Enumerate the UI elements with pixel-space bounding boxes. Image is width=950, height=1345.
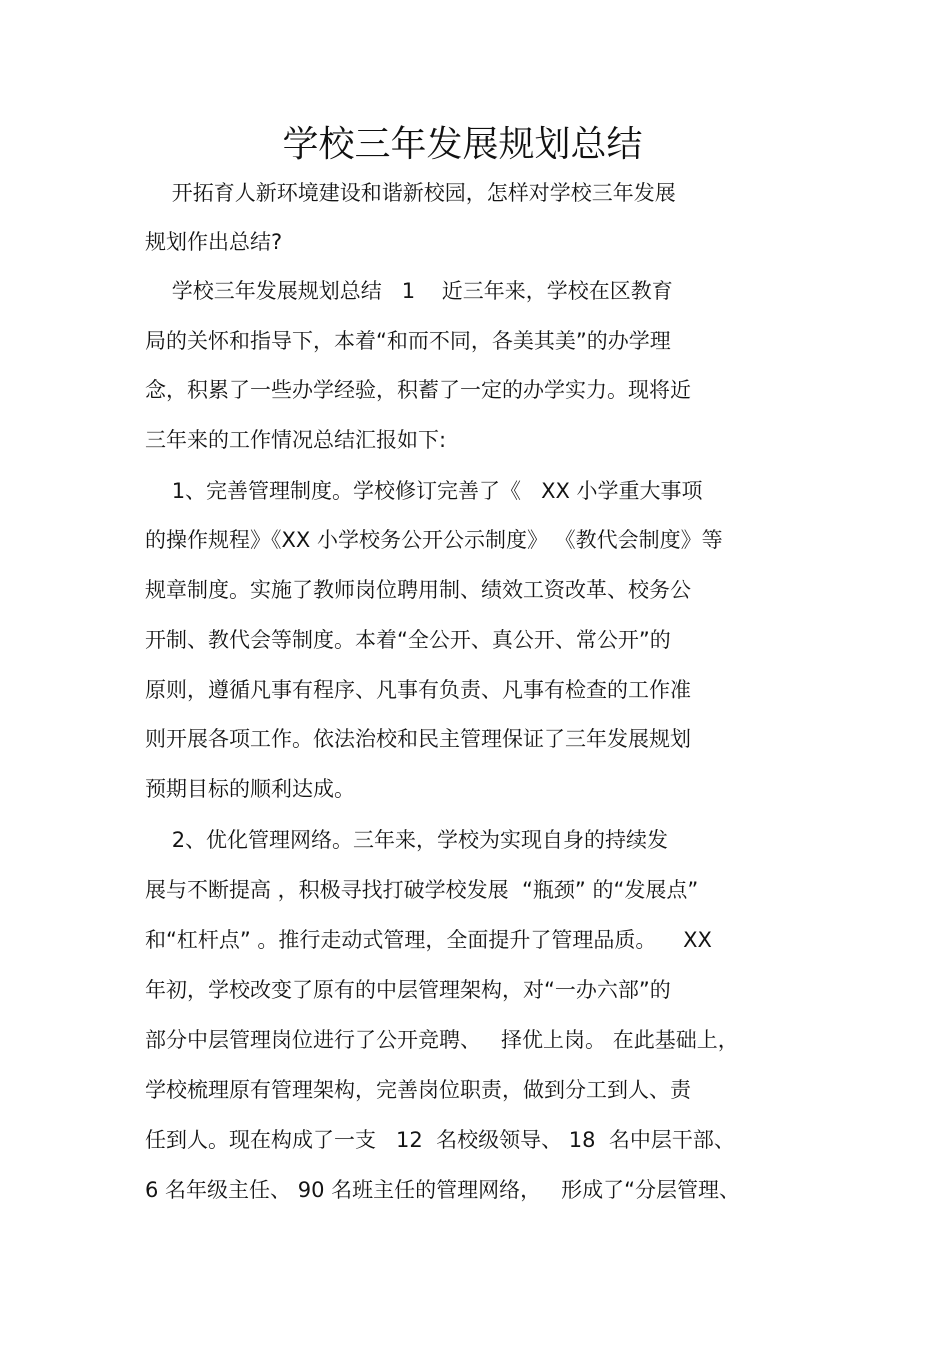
- paragraph-line: 的操作规程》《XX 小学校务公开公示制度》 《教代会制度》等: [145, 528, 723, 552]
- paragraph-line: 规章制度。实施了教师岗位聘用制、绩效工资改革、校务公: [145, 578, 691, 602]
- paragraph-line: 三年来的工作情况总结汇报如下:: [145, 428, 447, 452]
- paragraph-line: 和“杠杆点” 。推行走动式管理，全面提升了管理品质。 XX: [145, 928, 712, 952]
- paragraph-line: 念，积累了一些办学经验，积蓄了一定的办学实力。现将近: [145, 378, 691, 402]
- paragraph-line: 预期目标的顺利达成。: [145, 777, 355, 801]
- paragraph-line: 任到人。现在构成了一支 12 名校级领导、 18 名中层干部、: [145, 1128, 735, 1152]
- paragraph-line: 6 名年级主任、 90 名班主任的管理网络， 形成了“分层管理、: [145, 1178, 741, 1202]
- paragraph-line: 局的关怀和指导下，本着“和而不同，各美其美”的办学理: [145, 329, 671, 353]
- paragraph-line: 规划作出总结?: [145, 230, 283, 254]
- paragraph-line: 部分中层管理岗位进行了公开竞聘、 择优上岗。 在此基础上，: [145, 1028, 739, 1052]
- paragraph-line: 1、完善管理制度。学校修订完善了《 XX 小学重大事项: [145, 479, 703, 503]
- paragraph-line: 学校三年发展规划总结 1 近三年来，学校在区教育: [145, 279, 673, 303]
- paragraph-line: 展与不断提高 ，积极寻找打破学校发展 “瓶颈” 的“发展点”: [145, 878, 699, 902]
- document-title: 学校三年发展规划总结: [282, 124, 643, 165]
- paragraph-line: 学校梳理原有管理架构，完善岗位职责，做到分工到人、责: [145, 1078, 691, 1102]
- paragraph-line: 年初，学校改变了原有的中层管理架构，对“一办六部”的: [145, 978, 671, 1002]
- paragraph-line: 开拓育人新环境建设和谐新校园，怎样对学校三年发展: [145, 181, 676, 205]
- paragraph-line: 则开展各项工作。依法治校和民主管理保证了三年发展规划: [145, 727, 691, 751]
- paragraph-line: 开制、教代会等制度。本着“全公开、真公开、常公开”的: [145, 628, 671, 652]
- paragraph-line: 原则，遵循凡事有程序、凡事有负责、凡事有检查的工作准: [145, 678, 691, 702]
- paragraph-line: 2、优化管理网络。三年来，学校为实现自身的持续发: [145, 828, 669, 852]
